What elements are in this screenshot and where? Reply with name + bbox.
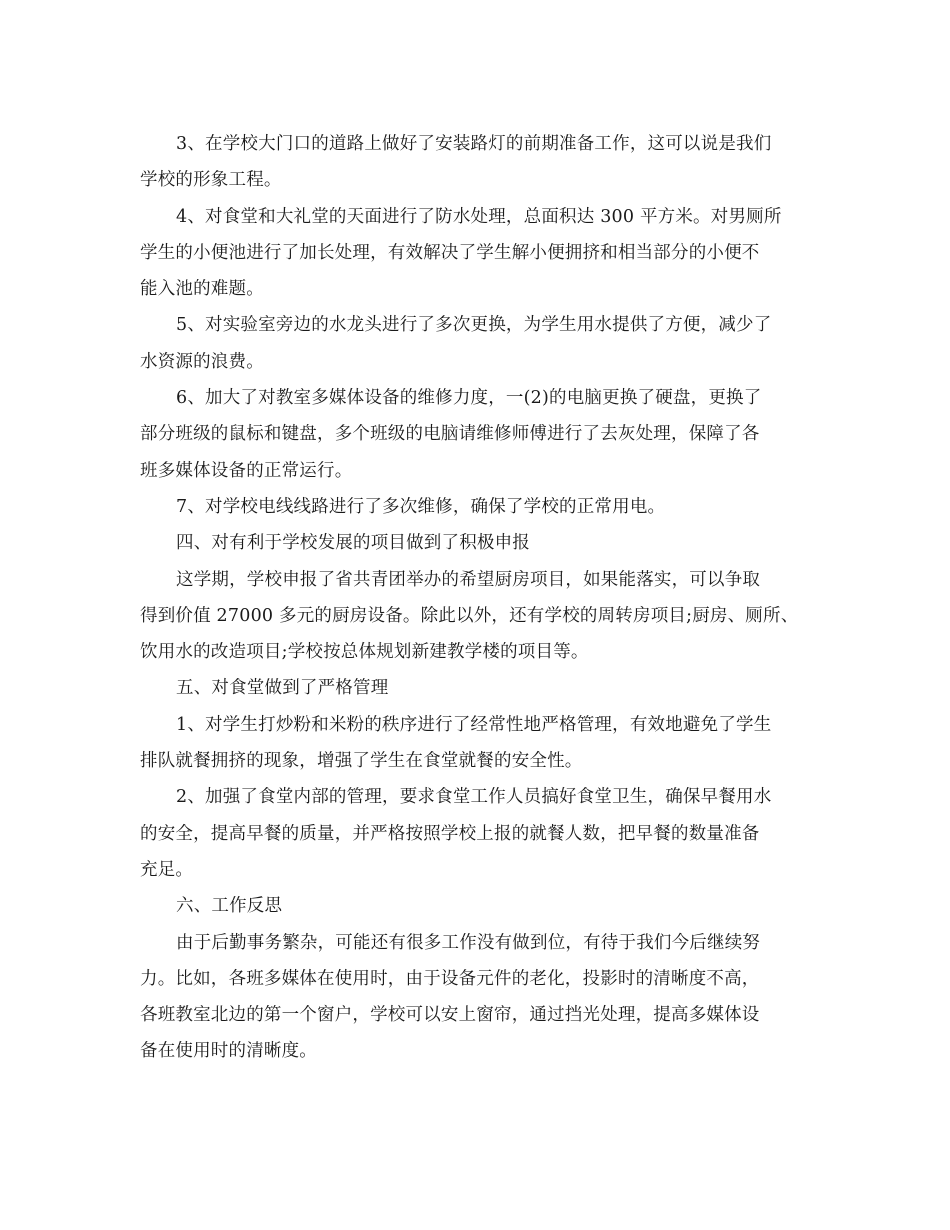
text-line: 各班教室北边的第一个窗户，学校可以安上窗帘，通过挡光处理，提高多媒体设 (140, 1005, 760, 1026)
text-line: 充足。 (140, 859, 194, 880)
text-line: 学校的形象工程。 (140, 170, 282, 191)
text-line: 得到价值 27000 多元的厨房设备。除此以外，还有学校的周转房项目;厨房、厕所、 (140, 605, 799, 626)
text-line: 备在使用时的清晰度。 (140, 1041, 317, 1062)
text-line: 排队就餐拥挤的现象，增强了学生在食堂就餐的安全性。 (140, 751, 583, 772)
text-line: 由于后勤事务繁杂，可能还有很多工作没有做到位，有待于我们今后继续努 (176, 932, 761, 953)
text-line: 学生的小便池进行了加长处理，有效解决了学生解小便拥挤和相当部分的小便不 (140, 242, 760, 263)
text-line: 六、工作反思 (176, 896, 283, 917)
text-line: 2、加强了食堂内部的管理，要求食堂工作人员搞好食堂卫生，确保早餐用水 (176, 787, 772, 808)
text-line: 能入池的难题。 (140, 279, 264, 300)
text-line: 五、对食堂做到了严格管理 (176, 678, 389, 699)
text-line: 力。比如，各班多媒体在使用时，由于设备元件的老化，投影时的清晰度不高， (140, 968, 760, 989)
text-line: 部分班级的鼠标和键盘，多个班级的电脑请维修师傅进行了去灰处理，保障了各 (140, 424, 760, 445)
text-line: 1、对学生打炒粉和米粉的秩序进行了经常性地严格管理，有效地避免了学生 (176, 714, 772, 735)
text-line: 7、对学校电线线路进行了多次维修，确保了学校的正常用电。 (176, 496, 666, 517)
text-line: 6、加大了对教室多媒体设备的维修力度，一(2)的电脑更换了硬盘，更换了 (176, 388, 762, 409)
text-line: 5、对实验室旁边的水龙头进行了多次更换，为学生用水提供了方便，减少了 (176, 315, 772, 336)
text-line: 3、在学校大门口的道路上做好了安装路灯的前期准备工作，这可以说是我们 (176, 134, 772, 154)
text-line: 这学期，学校申报了省共青团举办的希望厨房项目，如果能落实，可以争取 (176, 569, 761, 590)
text-line: 水资源的浪费。 (140, 351, 264, 372)
text-line: 的安全，提高早餐的质量，并严格按照学校上报的就餐人数，把早餐的数量准备 (140, 823, 760, 844)
text-line: 班多媒体设备的正常运行。 (140, 460, 353, 481)
text-line: 四、对有利于学校发展的项目做到了积极申报 (176, 533, 530, 554)
document-body (140, 126, 820, 1070)
text-line: 饮用水的改造项目;学校按总体规划新建教学楼的项目等。 (140, 642, 589, 663)
text-line: 4、对食堂和大礼堂的天面进行了防水处理，总面积达 300 平方米。对男厕所 (176, 206, 782, 227)
